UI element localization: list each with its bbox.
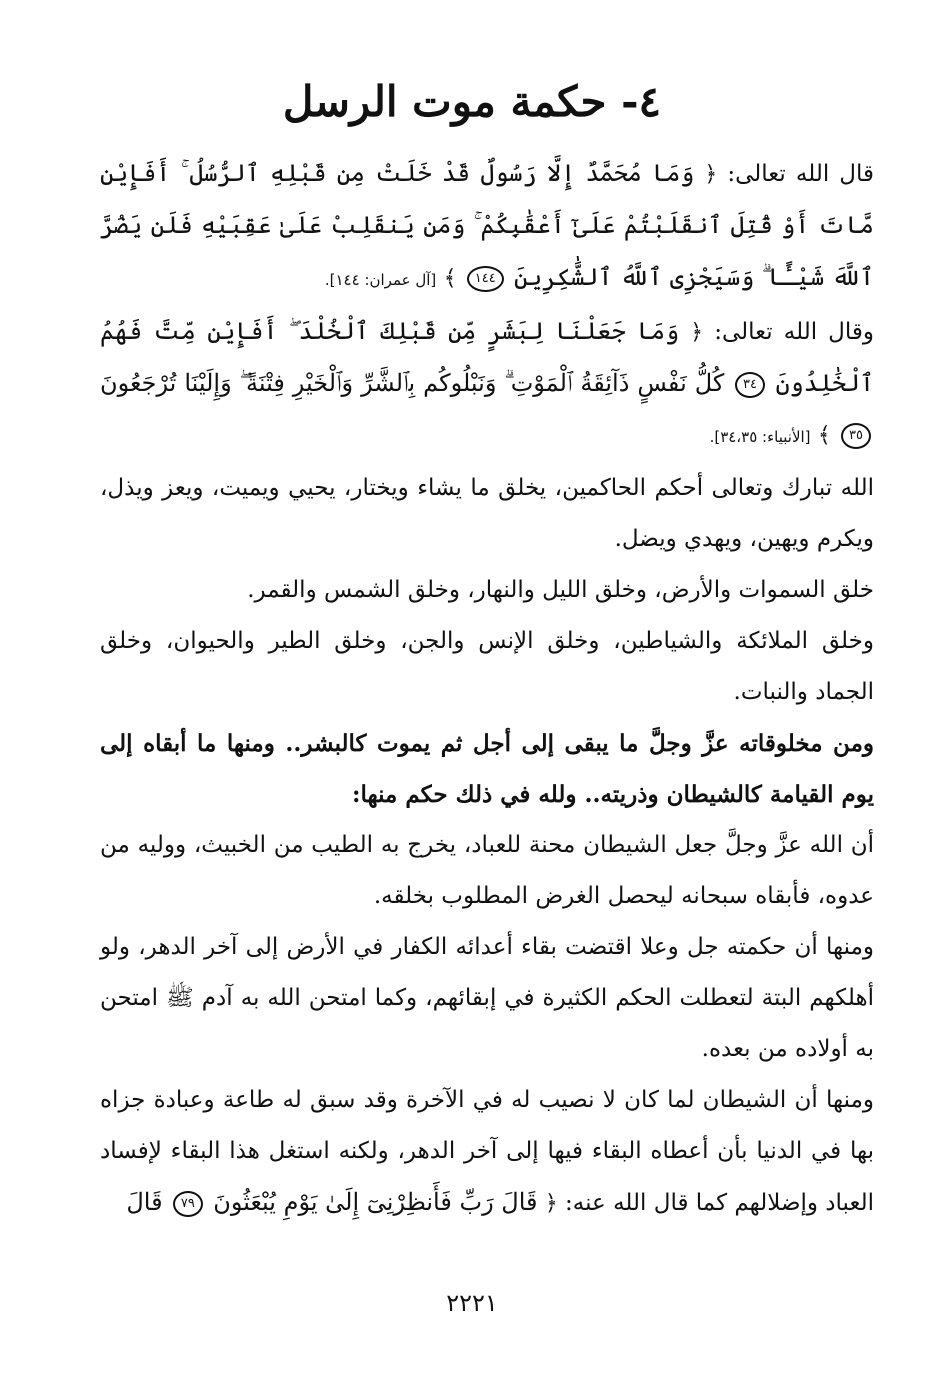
ayah-number-badge: ١٤٤ [467, 266, 504, 292]
paragraph-text: ومنها أن الشيطان لما كان لا نصيب له في الآخرة وقد سبق له طاعة وعبادة جزاه بها في الدنيا بأن أعطاه البقاء فيها إلى آخر الدهر، ولكنه استغل هذا البقاء لإفساد العباد وإضلالهم كما قال الله عنه: [100, 1087, 874, 1216]
ayah-text: كُلُّ نَفْسٍ ذَآئِقَةُ ٱلْمَوْتِ ۗ وَنَبْلُوكُم بِٱلشَّرِّ وَٱلْخَيْرِ فِتْنَةً ۖ وَإِلَيْنَا تُرْجَعُونَ [100, 369, 725, 397]
paragraph: ومنها أن حكمته جل وعلا اقتضت بقاء أعدائه الكفار في الأرض إلى آخر الدهر، ولو أهلكهم البتة لتعطلت الحكم الكثيرة في إبقائهم، وكما امتحن الله به آدم ﷺ امتحن به أولاده من بعده. [100, 934, 874, 1062]
citation-intro: وقال الله تعالى: [714, 319, 875, 345]
citation-intro: قال الله تعالى: [727, 161, 874, 187]
surah-reference: [آل عمران: ١٤٤]. [324, 271, 437, 289]
ayah-continuation: قَالَ [126, 1188, 163, 1216]
quran-citation-1 [100, 148, 874, 306]
ornate-bracket-close: ﴾ [817, 423, 831, 448]
bold-paragraph: ومن مخلوقاته عزَّ وجلَّ ما يبقى إلى أجل ثم يموت كالبشر.. ومنها ما أبقاه إلى يوم القيامة كالشيطان وذريته.. ولله في ذلك حكم منها: [100, 730, 874, 808]
surah-reference: [الأنبياء: ٣٤،٣٥]. [709, 428, 811, 446]
body-text [100, 148, 874, 1229]
ornate-bracket-open: ﴿ [690, 320, 704, 345]
ayah-text: قَالَ رَبِّ فَأَنظِرْنِىٓ إِلَىٰ يَوْمِ يُبْعَثُونَ [213, 1188, 538, 1216]
ayah-text: وَمَا مُحَمَّدٌ إِلَّا رَسُولٌ قَدْ خَلَتْ مِن قَبْلِهِ ٱلرُّسُلُ ۚ أَفَإِيْن مَّاتَ أَوْ قُتِلَ ٱنقَلَبْتُمْ عَلَىٰٓ أَعْقَٰبِكُمْ ۚ وَمَن يَنقَلِبْ عَلَىٰ عَقِبَيْهِ فَلَن يَضُرَّ ٱللَّهَ شَيْـًٔا ۗ وَسَيَجْزِى ٱللَّهُ ٱلشَّٰكِرِينَ [100, 159, 874, 291]
paragraph: الله تبارك وتعالى أحكم الحاكمين، يخلق ما يشاء ويختار، يحيي ويميت، ويعز ويذل، ويكرم ويهين، ويهدي ويضل. [100, 475, 874, 552]
page-number: ٢٢٢١ [446, 1289, 498, 1317]
ayah-number-badge: ٣٤ [735, 372, 765, 398]
paragraph: خلق السموات والأرض، وخلق الليل والنهار، وخلق الشمس والقمر. [247, 577, 874, 603]
ayah-number-badge: ٧٩ [173, 1191, 203, 1217]
ornate-bracket-open: ﴿ [704, 162, 718, 187]
page-title: ٤- حكمة موت الرسل [282, 77, 662, 126]
ornate-bracket-open: ﴿ [544, 1191, 558, 1216]
ayah-number-badge: ٣٥ [841, 423, 871, 449]
paragraph-with-ayah [100, 1075, 874, 1229]
paragraph: وخلق الملائكة والشياطين، وخلق الإنس والجن، وخلق الطير والحيوان، وخلق الجماد والنبات. [100, 628, 874, 705]
ayah-text: وَمَا جَعَلْنَا لِبَشَرٍ مِّن قَبْلِكَ ٱلْخُلْدَ ۖ أَفَإِيْن مِّتَّ فَهُمُ ٱلْخَٰلِدُونَ [100, 317, 875, 397]
paragraph: أن الله عزَّ وجلَّ جعل الشيطان محنة للعباد، يخرج به الطيب من الخبيث، ووليه من عدوه، فأبقاه سبحانه ليحصل الغرض المطلوب بخلقه. [100, 832, 874, 909]
ornate-bracket-close: ﴾ [443, 266, 457, 291]
quran-citation-2 [100, 306, 874, 463]
